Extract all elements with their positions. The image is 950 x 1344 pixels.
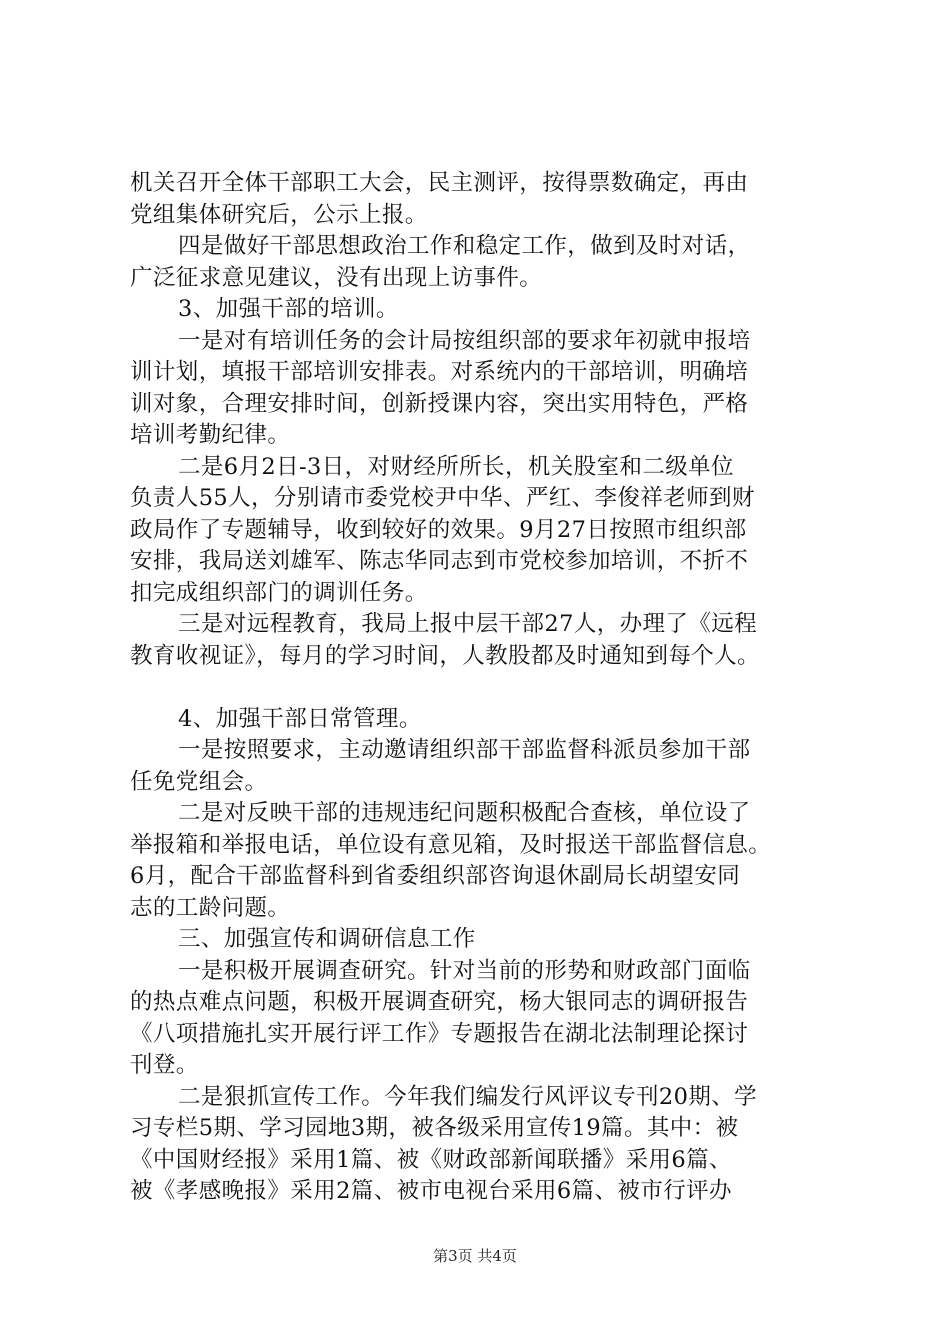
paragraph-line: 机关召开全体干部职工大会，民主测评，按得票数确定，再由 — [130, 170, 749, 196]
section-heading: 4、加强干部日常管理。 — [178, 705, 422, 732]
paragraph-line: 扣完成组织部门的调训任务。 — [130, 579, 428, 606]
paragraph-line: 二是狠抓宣传工作。今年我们编发行风评议专刊20期、学 — [178, 1083, 758, 1110]
paragraph-line: 一是对有培训任务的会计局按组织部的要求年初就申报培 — [178, 327, 751, 354]
paragraph-line: 任免党组会。 — [130, 768, 268, 795]
paragraph-line: 二是对反映干部的违规违纪问题积极配合查核，单位设了 — [178, 800, 751, 826]
paragraph-line: 安排，我局送刘雄军、陈志华同志到市党校参加培训，不折不 — [130, 548, 749, 574]
paragraph-line: 培训考勤纪律。 — [130, 422, 291, 448]
paragraph-line: 被《孝感晚报》采用2篇、被市电视台采用6篇、被市行评办 — [130, 1178, 732, 1204]
blank-line — [130, 672, 830, 704]
paragraph-line: 《八项措施扎实开展行评工作》专题报告在湖北法制理论探讨 — [130, 1020, 749, 1047]
paragraph-line: 党组集体研究后，公示上报。 — [130, 201, 428, 228]
paragraph-line: 《中国财经报》采用1篇、被《财政部新闻联播》采用6篇、 — [130, 1146, 732, 1173]
paragraph-line: 的热点难点问题，积极开展调查研究，杨大银同志的调研报告 — [130, 989, 749, 1015]
paragraph-line: 训对象，合理安排时间，创新授课内容，突出实用特色，严格 — [130, 390, 749, 417]
paragraph-line: 政局作了专题辅导，收到较好的效果。9月27日按照市组织部 — [130, 516, 747, 543]
document-body — [130, 168, 830, 1208]
paragraph-line: 一是积极开展调查研究。针对当前的形势和财政部门面临 — [178, 957, 751, 984]
paragraph-line: 教育收视证》，每月的学习时间，人教股都及时通知到每个人。 — [130, 642, 760, 669]
paragraph-line: 三是对远程教育，我局上报中层干部27人，办理了《远程 — [178, 611, 758, 637]
paragraph-line: 负责人55人，分别请市委党校尹中华、严红、李俊祥老师到财 — [130, 485, 755, 511]
paragraph-line: 四是做好干部思想政治工作和稳定工作，做到及时对话， — [178, 233, 751, 259]
paragraph-line: 一是按照要求，主动邀请组织部干部监督科派员参加干部 — [178, 737, 751, 763]
paragraph-line: 刊登。 — [130, 1052, 199, 1078]
paragraph-line: 二是6月2日-3日，对财经所所长，机关股室和二级单位 — [178, 453, 734, 480]
section-heading: 三、加强宣传和调研信息工作 — [178, 926, 476, 952]
paragraph-line: 训计划，填报干部培训安排表。对系统内的干部培训，明确培 — [130, 359, 749, 385]
paragraph-line: 习专栏5期、学习园地3期，被各级采用宣传19篇。其中：被 — [130, 1115, 739, 1141]
paragraph-line: 广泛征求意见建议，没有出现上访事件。 — [130, 264, 543, 291]
paragraph-line: 举报箱和举报电话，单位设有意见箱，及时报送干部监督信息。 — [130, 831, 772, 858]
section-heading: 3、加强干部的培训。 — [178, 296, 399, 322]
page-number-footer: 第3页 共4页 — [433, 1247, 517, 1265]
paragraph-line: 6月，配合干部监督科到省委组织部咨询退休副局长胡望安同 — [130, 863, 741, 889]
paragraph-line: 志的工龄问题。 — [130, 894, 291, 921]
